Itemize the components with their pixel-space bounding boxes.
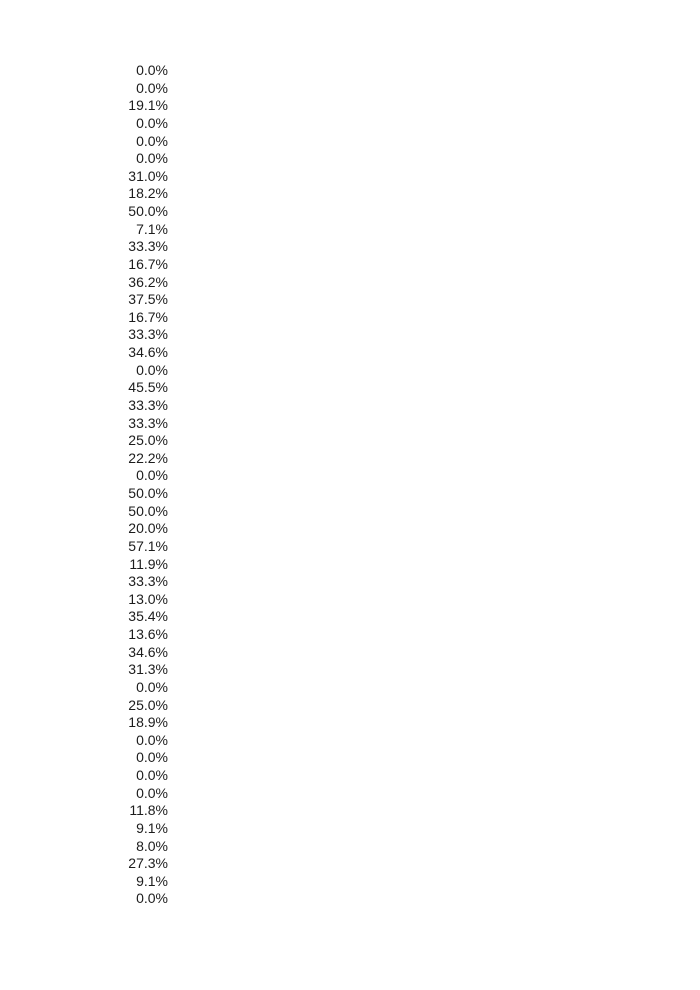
percentage-cell[interactable]: 0.0%: [136, 114, 168, 131]
percentage-cell[interactable]: 25.0%: [128, 432, 168, 449]
percentage-cell[interactable]: 8.0%: [136, 837, 168, 854]
percentage-cell[interactable]: 0.0%: [136, 467, 168, 484]
percentage-cell[interactable]: 13.6%: [128, 626, 168, 642]
percentage-cell[interactable]: 11.8%: [129, 802, 168, 819]
percentage-cell[interactable]: 18.2%: [128, 185, 168, 202]
percentage-cell[interactable]: 34.6%: [128, 344, 168, 360]
percentage-cell[interactable]: 11.9%: [129, 555, 168, 572]
percentage-cell[interactable]: 25.0%: [128, 696, 168, 713]
percentage-cell[interactable]: 19.1%: [128, 97, 168, 114]
percentage-cell[interactable]: 31.3%: [128, 661, 168, 678]
percentage-cell[interactable]: 13.0%: [128, 590, 168, 607]
percentage-cell[interactable]: 33.3%: [128, 326, 168, 343]
percentage-cell[interactable]: 34.6%: [128, 643, 168, 660]
percentage-cell[interactable]: 33.3%: [128, 396, 168, 413]
percentage-cell[interactable]: 57.1%: [128, 537, 168, 554]
percentage-cell[interactable]: 18.9%: [128, 714, 168, 731]
percentage-cell[interactable]: 0.0%: [136, 731, 168, 748]
percentage-cell[interactable]: 50.0%: [128, 485, 168, 501]
percentage-cell[interactable]: 20.0%: [128, 520, 168, 537]
percentage-values-column: [0, 62, 168, 908]
percentage-cell[interactable]: 0.0%: [136, 678, 168, 695]
percentage-cell[interactable]: 35.4%: [128, 608, 168, 625]
percentage-cell[interactable]: 31.0%: [128, 167, 168, 184]
percentage-cell[interactable]: 27.3%: [128, 855, 168, 872]
percentage-cell[interactable]: 0.0%: [136, 361, 168, 378]
percentage-cell[interactable]: 33.3%: [128, 573, 168, 590]
percentage-cell[interactable]: 0.0%: [136, 749, 168, 766]
percentage-cell[interactable]: 33.3%: [128, 414, 168, 431]
percentage-cell[interactable]: 0.0%: [136, 784, 168, 801]
percentage-cell[interactable]: 33.3%: [128, 238, 168, 255]
percentage-cell[interactable]: 37.5%: [128, 291, 168, 308]
percentage-cell[interactable]: 0.0%: [136, 150, 168, 167]
percentage-cell[interactable]: 36.2%: [128, 273, 168, 290]
percentage-cell[interactable]: 16.7%: [128, 255, 168, 272]
percentage-cell[interactable]: 50.0%: [128, 203, 168, 219]
percentage-cell[interactable]: 0.0%: [136, 132, 168, 149]
percentage-cell[interactable]: 16.7%: [128, 308, 168, 325]
percentage-cell[interactable]: 0.0%: [136, 79, 168, 96]
percentage-cell[interactable]: 7.1%: [136, 220, 168, 237]
percentage-cell[interactable]: 22.2%: [128, 449, 168, 466]
percentage-cell[interactable]: 50.0%: [128, 502, 168, 519]
percentage-cell[interactable]: 0.0%: [136, 890, 168, 907]
percentage-cell[interactable]: 45.5%: [128, 379, 168, 396]
percentage-cell[interactable]: 0.0%: [136, 767, 168, 783]
percentage-cell[interactable]: 0.0%: [136, 62, 168, 78]
percentage-cell[interactable]: 9.1%: [136, 872, 168, 889]
percentage-cell[interactable]: 9.1%: [136, 819, 168, 836]
